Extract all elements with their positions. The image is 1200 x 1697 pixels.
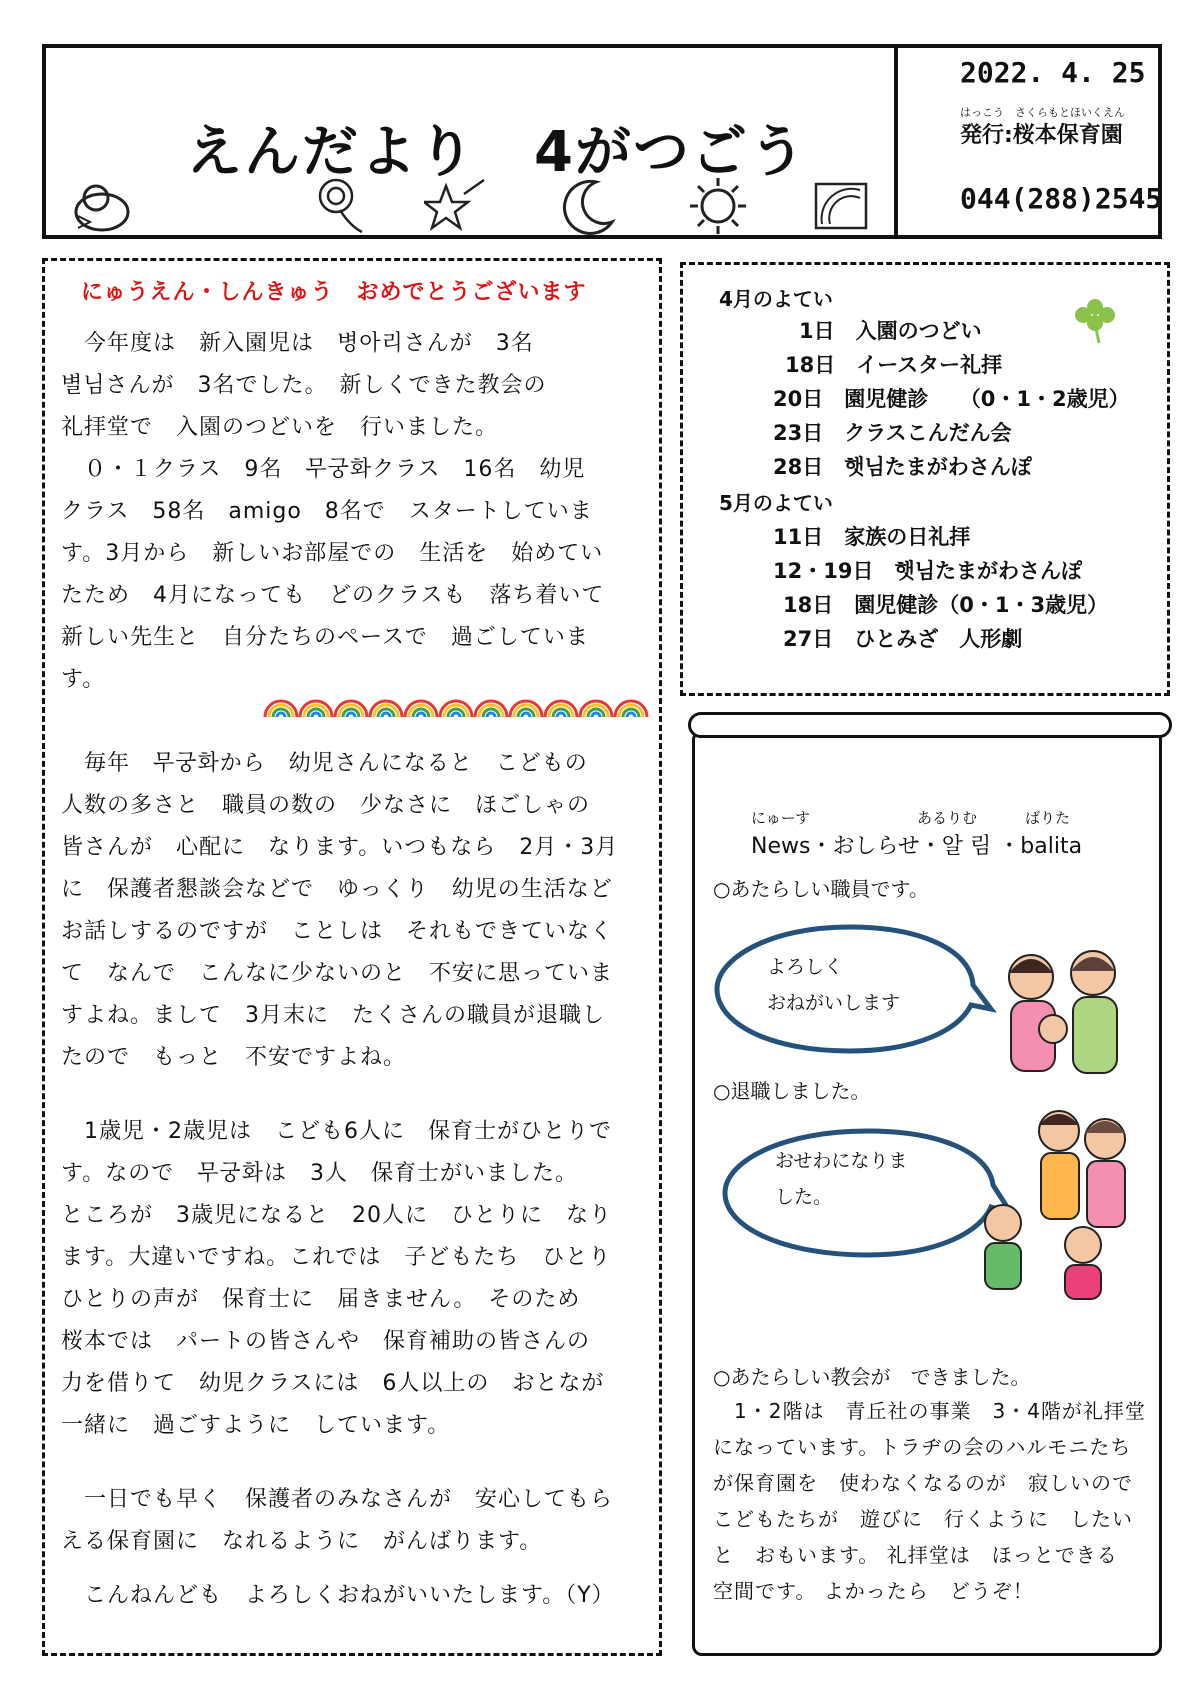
bubble-2-text: おせわになりま した。	[775, 1150, 908, 1208]
newsletter-header	[42, 44, 1162, 239]
news-title: News・おしらせ・알 림 ・balita	[751, 834, 1083, 859]
new-staff-heading: ○あたらしい職員です。	[713, 877, 929, 901]
sun-icon	[686, 176, 750, 236]
letter-paragraph-2: 毎年 무궁화から 幼児さんになると こどもの 人数の多さと 職員の数の 少なさに ほごしゃの 皆さんが 心配に なります。いつもなら 2月・3月 に 保護者懇談会などで ゆっくり 幼児の生活など お話しするのですが ことしは それもできていなく て なんで こんなに少ないのと 不安に思っていま すよね。まして 3月末に たくさんの職員が退職し たので もっと 不安ですよね。	[61, 751, 619, 1070]
letter-paragraph-4: 一日でも早く 保護者のみなさんが 安心してもら える保育園に なれるように がんばります。	[61, 1487, 614, 1554]
header-info	[902, 48, 1163, 235]
april-event-1: 1日 入園のつどい	[799, 319, 982, 343]
may-event-1: 11日 家族の日礼拝	[773, 525, 971, 549]
issue-date: 2022. 4. 25	[960, 56, 1146, 89]
news-ruby-2: あるりむ	[917, 809, 978, 827]
may-event-4: 27日 ひとみざ 人形劇	[783, 627, 1023, 651]
april-heading: 4月のよてい	[719, 287, 833, 311]
april-event-4: 23日 クラスこんだん会	[773, 421, 1012, 445]
publisher: 発行:桜本保育園	[960, 123, 1123, 148]
rainbow-card-icon	[812, 176, 876, 236]
schedule-box	[680, 262, 1170, 696]
clover-icon	[1061, 289, 1141, 349]
may-event-3: 18日 園児健診（0・1・3歳児）	[783, 593, 1109, 617]
flower-icon	[310, 176, 374, 236]
new-staff-illustration	[991, 943, 1141, 1083]
bubble-1-text: よろしく おねがいします	[767, 956, 901, 1014]
april-event-5: 28日 햇님たまがわさんぽ	[773, 455, 1032, 479]
letter-headline: にゅうえん・しんきゅう おめでとうございます	[81, 280, 587, 305]
news-ruby-3: ばりた	[1025, 809, 1071, 827]
april-event-3: 20日 園児健診 （0・1・2歳児）	[773, 387, 1130, 411]
retired-staff-illustration	[967, 1103, 1147, 1303]
may-heading: 5月のよてい	[719, 491, 833, 515]
new-church-text: 1・2階は 青丘社の事業 3・4階が礼拝堂になっています。トラヂの会のハルモニたちが保育園を 使わなくなるのが 寂しいので こどもたちが 遊びに 行くように したいと おもいます。 礼拝堂は ほっとできる 空間です。 よかったら どうぞ！	[713, 1399, 1154, 1603]
april-event-2: 18日 イースター礼拝	[785, 353, 1003, 377]
chick-icon	[70, 176, 134, 236]
phone-number: 044(288)2545	[960, 182, 1163, 215]
news-ruby-1: にゅーす	[751, 809, 810, 827]
header-title-area	[46, 48, 898, 235]
letter-paragraph-3: 1歳児・2歳児は こども6人に 保育士がひとりで す。なので 무궁화は 3人 保育士がいました。 ところが 3歳児になると 20人に ひとりに なり ます。大違いですね。これでは 子どもたち ひとり ひとりの声が 保育士に 届きません。 そのため 桜本では パートの皆さんや 保育補助の皆さんの 力を借りて 幼児クラスには 6人以上の おとなが 一緒に 過ごすように しています。	[61, 1119, 612, 1438]
publisher-ruby: はっこう さくらもとほいくえん	[960, 106, 1125, 119]
letter-closing: こんねんども よろしくおねがいいたします。（Y）	[61, 1583, 615, 1608]
retired-heading: ○退職しました。	[713, 1079, 871, 1103]
scroll-top-roll	[688, 712, 1172, 738]
may-event-2: 12・19日 햇님たまがわさんぽ	[773, 559, 1083, 583]
moon-icon	[556, 176, 620, 236]
news-scroll	[688, 712, 1172, 1662]
welcome-letter	[42, 258, 662, 1656]
news-panel	[692, 730, 1162, 1656]
newsletter-title: えんだより 4がつごう	[186, 120, 807, 185]
letter-paragraph-1: 今年度は 新入園児は 병아리さんが 3名 별님さんが 3名でした。 新しくできた教会の 礼拝堂で 入園のつどいを 行いました。 ０・１クラス 9名 무궁화クラス 16名 幼児 クラス 58名 amigo 8名で スタートしていま す。3月から 新しいお部屋での 生活を 始めてい たため 4月になっても どのクラスも 落ち着いて 新しい先生と 自分たちのペースで 過ごしていま す。	[61, 331, 605, 692]
star-icon	[424, 176, 488, 236]
new-church-heading: ○あたらしい教会が できました。	[713, 1365, 1031, 1389]
rainbow-border-icon	[263, 687, 651, 725]
